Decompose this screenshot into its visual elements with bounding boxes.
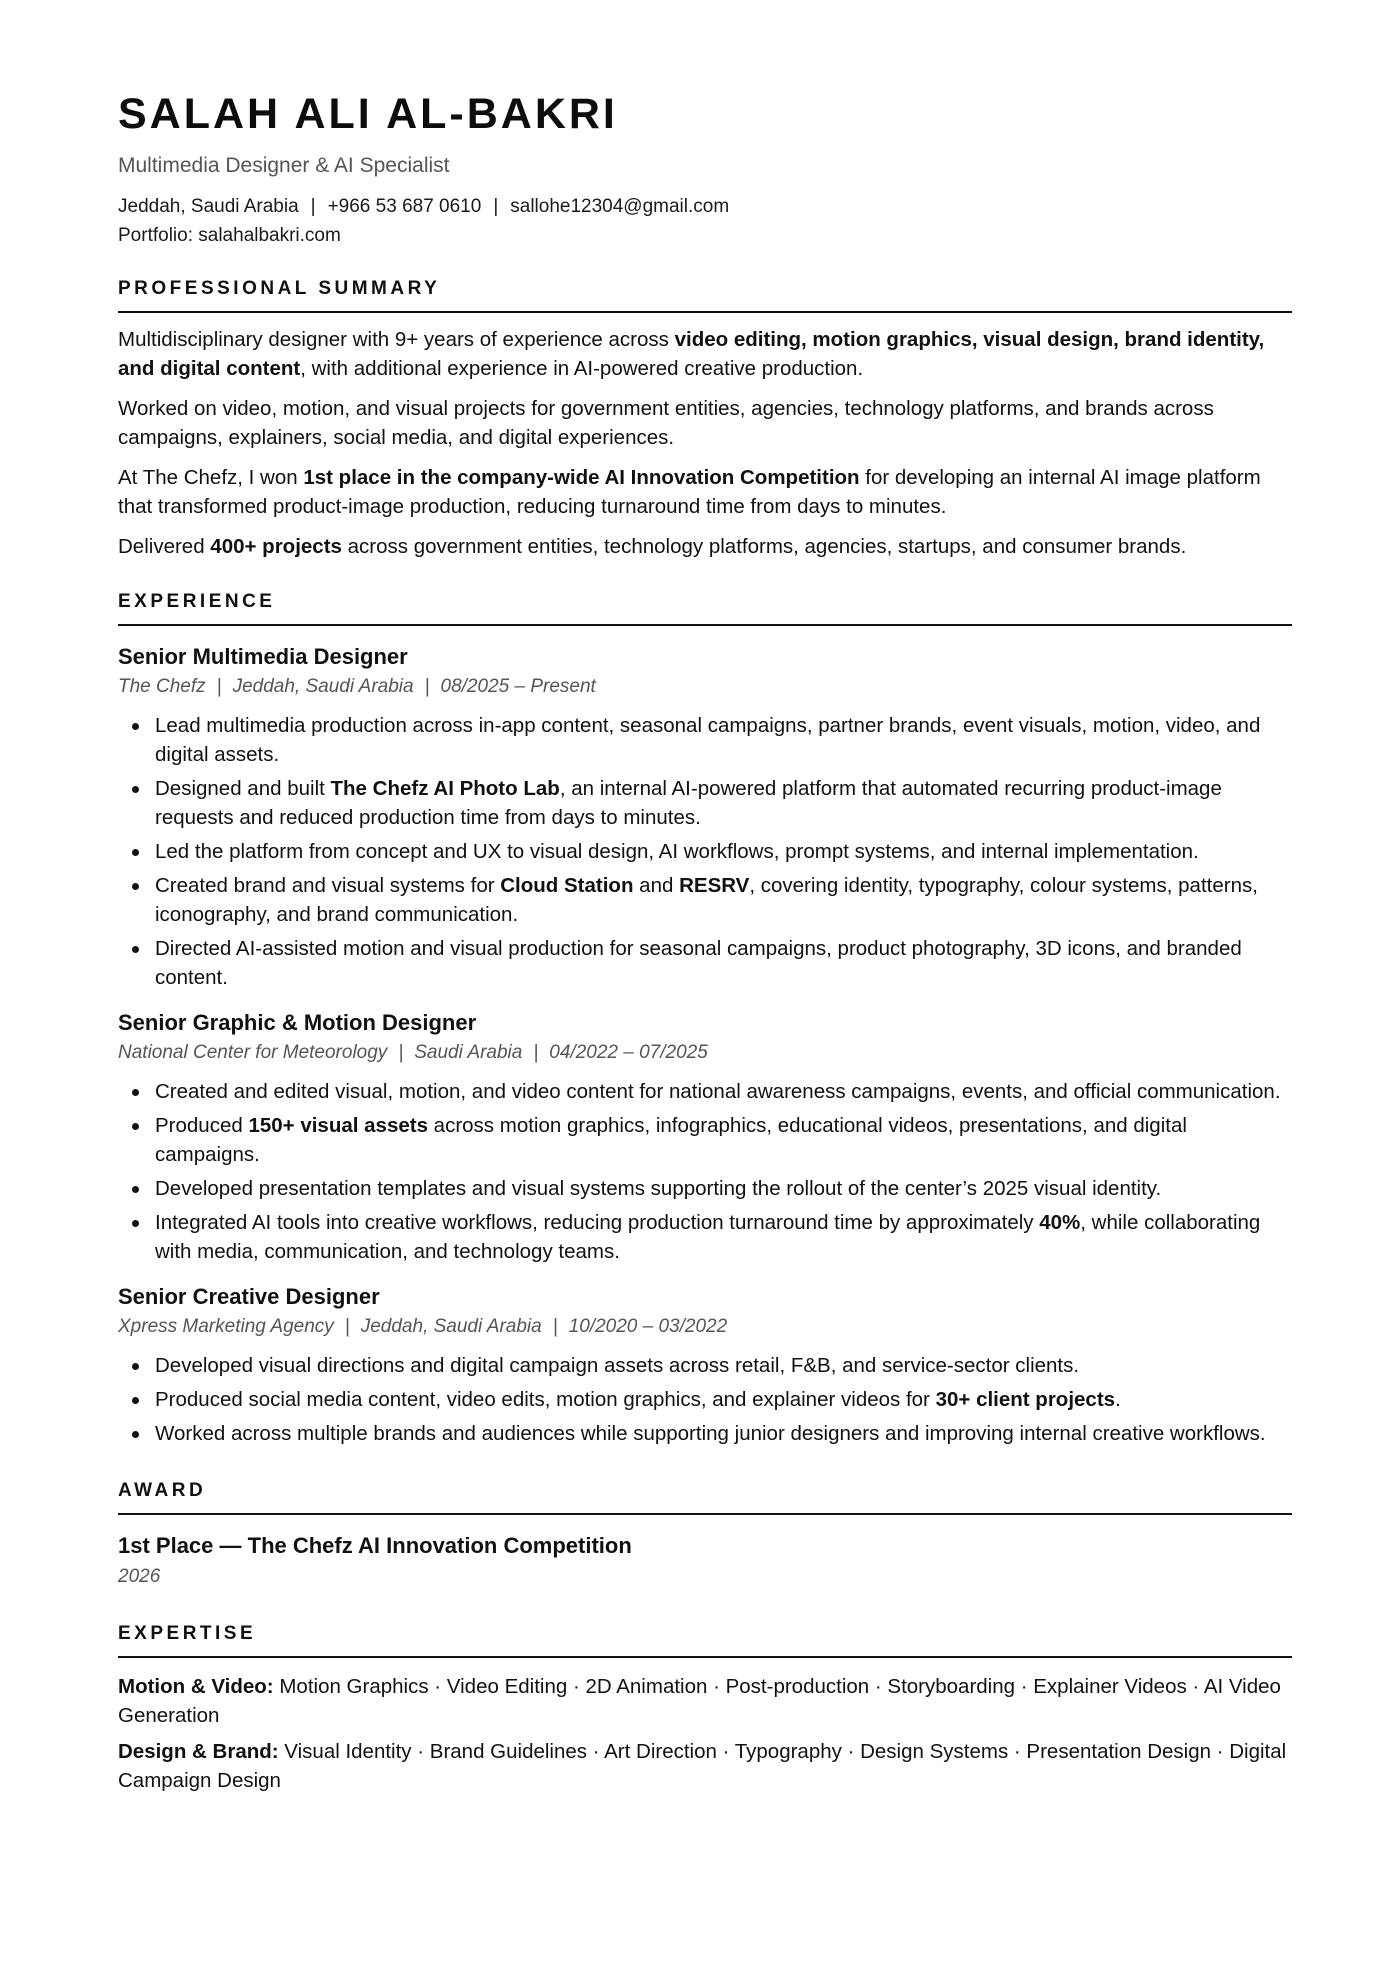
- job-bullet: [155, 1351, 1292, 1380]
- text-run: Developed visual directions and digital campaign assets across retail, F&B, and service-sector clients.: [155, 1354, 1080, 1377]
- text-run: Directed AI-assisted motion and visual production for seasonal campaigns, product photography, 3D icons, and branded content.: [155, 937, 1242, 989]
- experience-section: [118, 589, 1292, 1448]
- job-bullet: [155, 837, 1292, 866]
- expertise-motion: [118, 1672, 1292, 1730]
- text-run: Led the platform from concept and UX to visual design, AI workflows, prompt systems, and internal implementation.: [155, 840, 1199, 863]
- job-dates: 08/2025 – Present: [440, 676, 596, 697]
- contact-line: [118, 192, 1292, 221]
- job-title: Senior Multimedia Designer: [118, 644, 408, 669]
- section-title-expertise: EXPERTISE: [118, 1621, 1292, 1658]
- job-location: Saudi Arabia: [414, 1042, 523, 1063]
- job-location: Jeddah, Saudi Arabia: [232, 676, 414, 697]
- contact-separator: |: [310, 196, 316, 217]
- summary-paragraph: [118, 532, 1292, 561]
- text-run: for developing an internal AI image platform that transformed product-image production, reducing turnaround time from days to minutes.: [118, 466, 1261, 518]
- job-bullets: [118, 1077, 1292, 1266]
- job-bullet: [155, 774, 1292, 832]
- text-run: Produced: [155, 1114, 249, 1137]
- job-location: Jeddah, Saudi Arabia: [360, 1316, 542, 1337]
- section-title-experience: EXPERIENCE: [118, 589, 1292, 626]
- text-run: Created and edited visual, motion, and video content for national awareness campaigns, events, and official communication.: [155, 1080, 1281, 1103]
- text-run: across motion graphics, infographics, educational videos, presentations, and digital campaigns.: [155, 1114, 1187, 1166]
- portfolio-link[interactable]: salahalbakri.com: [198, 225, 341, 246]
- candidate-name: SALAH ALI AL-BAKRI: [118, 90, 618, 138]
- expertise-label: Motion & Video:: [118, 1675, 274, 1698]
- text-run: Lead multimedia production across in-app content, seasonal campaigns, partner brands, event visuals, motion, video, and digital assets.: [155, 714, 1261, 766]
- award-section: [118, 1478, 1292, 1591]
- job-bullet: [155, 1111, 1292, 1169]
- job-company: National Center for Meteorology: [118, 1042, 388, 1063]
- award-year: 2026: [118, 1566, 161, 1587]
- text-run: , an internal AI-powered platform that automated recurring product-image requests and reduced production time from days to minutes.: [155, 777, 1222, 829]
- text-run: Designed and built: [155, 777, 331, 800]
- summary-body: [118, 325, 1292, 561]
- meta-separator: |: [216, 676, 222, 697]
- text-run: Multidisciplinary designer with 9+ years of experience across: [118, 328, 675, 351]
- job-bullet: [155, 711, 1292, 769]
- job-bullet: [155, 871, 1292, 929]
- job-bullet: [155, 1077, 1292, 1106]
- job-bullets: [118, 1351, 1292, 1448]
- job-meta: [118, 1039, 1292, 1067]
- bold-run: 400+ projects: [210, 535, 342, 558]
- text-run: .: [1115, 1388, 1121, 1411]
- job-bullet: [155, 934, 1292, 992]
- resume-page: [118, 86, 1292, 1795]
- text-run: Developed presentation templates and visual systems supporting the rollout of the center’s 2025 visual identity.: [155, 1177, 1162, 1200]
- contact-info: [118, 192, 1292, 250]
- job-entry: [118, 1282, 1292, 1448]
- expertise-section: [118, 1621, 1292, 1795]
- bold-run: 40%: [1039, 1211, 1081, 1234]
- text-run: Delivered: [118, 535, 211, 558]
- job-meta: [118, 673, 1292, 701]
- expertise-label: Design & Brand:: [118, 1740, 279, 1763]
- text-run: , covering identity, typography, colour systems, patterns, iconography, and brand communication.: [155, 874, 1258, 926]
- job-meta: [118, 1313, 1292, 1341]
- summary-paragraph: [118, 463, 1292, 521]
- job-entry: [118, 1008, 1292, 1266]
- job-bullet: [155, 1174, 1292, 1203]
- text-run: across government entities, technology platforms, agencies, startups, and consumer brands.: [341, 535, 1187, 558]
- bold-run: 1st place in the company-wide AI Innovation Competition: [303, 466, 860, 489]
- expertise-design: [118, 1737, 1292, 1795]
- summary-paragraph: [118, 325, 1292, 383]
- portfolio-line: [118, 221, 1292, 250]
- bold-run: 150+ visual assets: [248, 1114, 428, 1137]
- contact-separator: |: [493, 196, 499, 217]
- text-run: , with additional experience in AI-powered creative production.: [300, 357, 864, 380]
- meta-separator: |: [398, 1042, 404, 1063]
- bold-run: 30+ client projects: [935, 1388, 1116, 1411]
- meta-separator: |: [552, 1316, 558, 1337]
- candidate-role: Multimedia Designer & AI Specialist: [118, 154, 450, 177]
- bold-run: Cloud Station: [500, 874, 634, 897]
- meta-separator: |: [424, 676, 430, 697]
- award-name: 1st Place — The Chefz AI Innovation Competition: [118, 1533, 632, 1558]
- text-run: Created brand and visual systems for: [155, 874, 501, 897]
- text-run: Worked across multiple brands and audiences while supporting junior designers and improving internal creative workflows.: [155, 1422, 1266, 1445]
- text-run: , while collaborating with media, communication, and technology teams.: [155, 1211, 1261, 1263]
- job-dates: 10/2020 – 03/2022: [568, 1316, 728, 1337]
- job-bullet: [155, 1419, 1292, 1448]
- text-run: Integrated AI tools into creative workflows, reducing production turnaround time by approximately: [155, 1211, 1040, 1234]
- contact-phone[interactable]: +966 53 687 0610: [327, 196, 482, 217]
- text-run: At The Chefz, I won: [118, 466, 304, 489]
- job-title: Senior Graphic & Motion Designer: [118, 1010, 477, 1035]
- expertise-items: Motion Graphics · Video Editing · 2D Animation · Post-production · Storyboarding · Explainer Videos · AI Video Generation: [118, 1675, 1281, 1727]
- summary-section: [118, 276, 1292, 561]
- expertise-items: Visual Identity · Brand Guidelines · Art Direction · Typography · Design Systems · Presentation Design · Digital Campaign Design: [118, 1740, 1287, 1792]
- job-title: Senior Creative Designer: [118, 1284, 380, 1309]
- job-company: The Chefz: [118, 676, 206, 697]
- portfolio-label: Portfolio:: [118, 225, 193, 246]
- text-run: Produced social media content, video edits, motion graphics, and explainer videos for: [155, 1388, 936, 1411]
- job-bullet: [155, 1385, 1292, 1414]
- job-bullets: [118, 711, 1292, 992]
- job-company: Xpress Marketing Agency: [118, 1316, 334, 1337]
- section-title-summary: PROFESSIONAL SUMMARY: [118, 276, 1292, 313]
- expertise-body: [118, 1672, 1292, 1795]
- text-run: and: [633, 874, 680, 897]
- bold-run: RESRV: [679, 874, 750, 897]
- meta-separator: |: [533, 1042, 539, 1063]
- meta-separator: |: [344, 1316, 350, 1337]
- job-bullet: [155, 1208, 1292, 1266]
- summary-paragraph: Worked on video, motion, and visual projects for government entities, agencies, technology platforms, and brands across campaigns, explainers, social media, and digital experiences.: [118, 397, 1214, 449]
- section-title-award: AWARD: [118, 1478, 1292, 1515]
- contact-email[interactable]: sallohe12304@gmail.com: [510, 196, 730, 217]
- bold-run: video editing, motion graphics, visual design, brand identity, and digital content: [118, 328, 1265, 380]
- contact-location: Jeddah, Saudi Arabia: [118, 196, 299, 217]
- job-entry: [118, 642, 1292, 992]
- bold-run: The Chefz AI Photo Lab: [330, 777, 560, 800]
- job-dates: 04/2022 – 07/2025: [549, 1042, 708, 1063]
